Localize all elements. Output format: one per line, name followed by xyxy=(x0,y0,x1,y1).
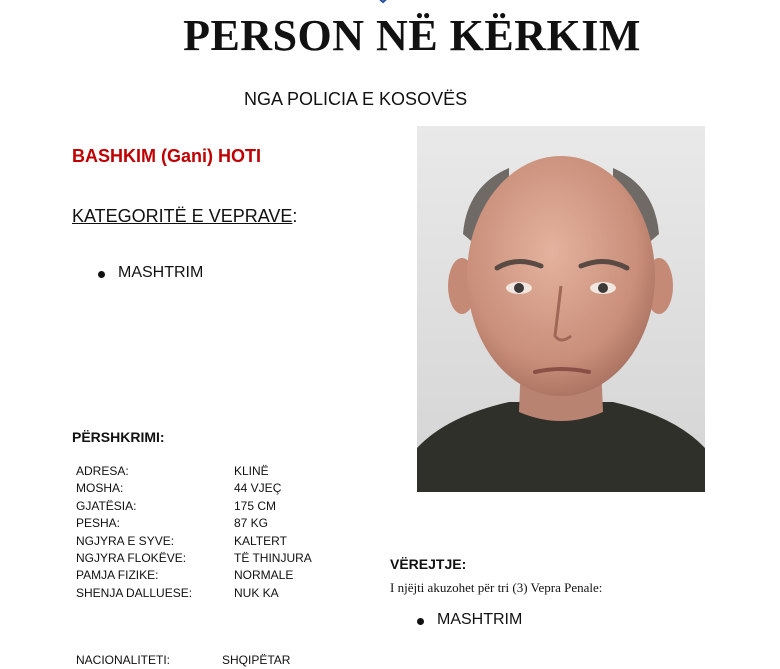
row-label: NGJYRA E SYVE: xyxy=(76,533,175,548)
nationality-label: NACIONALITETI: xyxy=(76,653,171,667)
portrait-image xyxy=(417,126,705,492)
row-label: GJATËSIA: xyxy=(76,498,137,513)
description-row xyxy=(76,585,312,602)
notes-list xyxy=(415,611,522,629)
person-photo xyxy=(417,126,705,492)
categories-heading xyxy=(72,206,297,227)
row-label: PAMJA FIZIKE: xyxy=(76,568,159,583)
categories-heading-text: KATEGORITË E VEPRAVE xyxy=(72,206,293,226)
description-row xyxy=(76,550,312,567)
person-name: BASHKIM (Gani) HOTI xyxy=(72,146,261,166)
row-label: NGJYRA FLOKËVE: xyxy=(76,550,187,565)
row-label: ADRESA: xyxy=(76,464,129,478)
row-value: 44 VJEÇ xyxy=(234,481,282,496)
description-heading: PËRSHKRIMI: xyxy=(72,429,165,445)
notes-heading: VËREJTJE: xyxy=(390,556,467,572)
categories-heading-colon: : xyxy=(292,206,298,226)
description-row xyxy=(76,463,312,480)
police-emblem-icon xyxy=(372,0,394,6)
description-row xyxy=(76,515,312,532)
row-value: 87 KG xyxy=(234,516,269,531)
row-value: NORMALE xyxy=(234,568,294,583)
row-value: NUK KA xyxy=(234,585,279,600)
nationality-value: SHQIPËTAR xyxy=(222,653,291,667)
row-label: PESHA: xyxy=(76,516,121,531)
categories-list xyxy=(96,264,203,282)
description-row xyxy=(76,567,312,584)
description-row xyxy=(76,480,312,497)
description-row xyxy=(76,498,312,515)
description-row xyxy=(76,533,312,550)
row-value: KLINË xyxy=(234,464,269,478)
nationality-row xyxy=(76,652,290,669)
row-label: MOSHA: xyxy=(76,481,124,496)
category-item: MASHTRIM xyxy=(96,264,203,282)
page-title: PERSON NË KËRKIM xyxy=(183,11,641,60)
description-table xyxy=(76,463,312,602)
page-subtitle: NGA POLICIA E KOSOVËS xyxy=(244,89,468,109)
row-value: TË THINJURA xyxy=(234,550,312,565)
row-value: KALTERT xyxy=(234,533,287,548)
notes-text: I njëjti akuzohet për tri (3) Vepra Penale: xyxy=(390,580,603,595)
row-value: 175 CM xyxy=(234,498,277,513)
notes-item: MASHTRIM xyxy=(415,611,522,629)
row-label: SHENJA DALLUESE: xyxy=(76,585,193,600)
